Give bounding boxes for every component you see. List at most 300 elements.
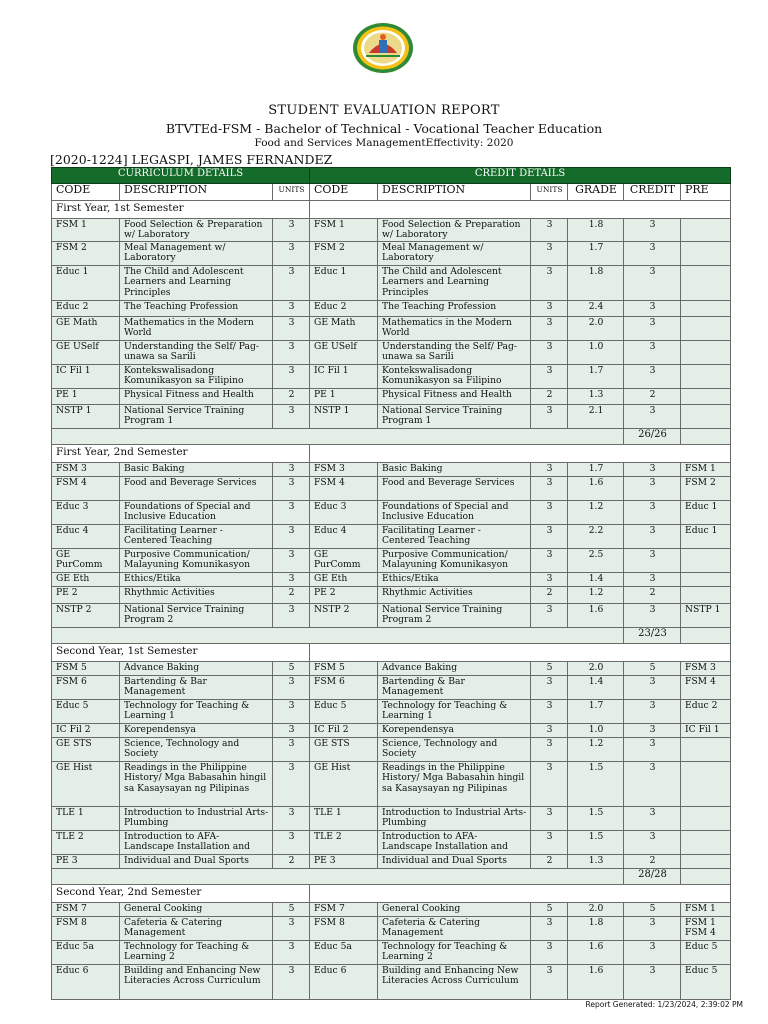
course-units: 3	[273, 700, 310, 724]
grade-value: 1.2	[568, 587, 624, 604]
grade-value: 2.1	[568, 405, 624, 429]
col-units: UNITS	[273, 184, 310, 201]
course-units: 5	[273, 903, 310, 917]
semester-spacer	[310, 201, 731, 219]
credit-code: PE 2	[310, 587, 378, 604]
prerequisite: NSTP 1	[681, 604, 731, 628]
credit-description: Advance Baking	[378, 662, 531, 676]
course-units: 3	[273, 365, 310, 389]
course-row	[52, 301, 731, 317]
credit-code: Educ 2	[310, 301, 378, 317]
course-description: Readings in the Philippine History/ Mga Babasahin hingil sa Kasaysayan ng Pilipinas	[120, 762, 273, 807]
credit-description: Food Selection & Preparation w/ Laboratory	[378, 219, 531, 242]
course-description: Basic Baking	[120, 463, 273, 477]
course-row	[52, 676, 731, 700]
semester-title: Second Year, 1st Semester	[52, 644, 310, 662]
semester-total-row	[52, 869, 731, 885]
course-units: 3	[273, 724, 310, 738]
credit-code: IC Fil 2	[310, 724, 378, 738]
credit-code: PE 1	[310, 389, 378, 405]
course-code: IC Fil 2	[52, 724, 120, 738]
credit-code: PE 3	[310, 855, 378, 869]
course-description: Facilitating Learner - Centered Teaching	[120, 525, 273, 549]
credit-units: 3	[531, 676, 568, 700]
curriculum-details-header: CURRICULUM DETAILS	[52, 168, 310, 184]
course-row	[52, 724, 731, 738]
course-description: Bartending & Bar Management	[120, 676, 273, 700]
grade-value: 1.6	[568, 477, 624, 501]
course-row	[52, 389, 731, 405]
course-row	[52, 662, 731, 676]
total-spacer	[52, 429, 624, 445]
semester-total-row	[52, 429, 731, 445]
course-row	[52, 463, 731, 477]
credit-code: GE Math	[310, 317, 378, 341]
course-row	[52, 317, 731, 341]
course-units: 2	[273, 587, 310, 604]
credit-units: 3	[531, 341, 568, 365]
course-row	[52, 762, 731, 807]
prerequisite: Educ 2	[681, 700, 731, 724]
course-description: Foundations of Special and Inclusive Education	[120, 501, 273, 525]
credit-units: 3	[531, 917, 568, 941]
course-description: Introduction to AFA-Landscape Installation and	[120, 831, 273, 855]
credit-description: Individual and Dual Sports	[378, 855, 531, 869]
credit-code: NSTP 2	[310, 604, 378, 628]
evaluation-table	[51, 167, 731, 1000]
grade-value: 1.7	[568, 700, 624, 724]
credit-value: 3	[624, 219, 681, 242]
credit-description: Cafeteria & Catering Management	[378, 917, 531, 941]
total-pre-spacer	[681, 628, 731, 644]
credit-units: 3	[531, 738, 568, 762]
credit-description: Introduction to Industrial Arts-Plumbing	[378, 807, 531, 831]
course-row	[52, 903, 731, 917]
credit-description: Science, Technology and Society	[378, 738, 531, 762]
total-spacer	[52, 628, 624, 644]
course-code: PE 2	[52, 587, 120, 604]
course-code: GE PurComm	[52, 549, 120, 573]
prerequisite: FSM 4	[681, 676, 731, 700]
credit-units: 3	[531, 317, 568, 341]
credit-value: 3	[624, 676, 681, 700]
course-description: Mathematics in the Modern World	[120, 317, 273, 341]
course-description: National Service Training Program 2	[120, 604, 273, 628]
credit-code: IC Fil 1	[310, 365, 378, 389]
credit-value: 2	[624, 855, 681, 869]
grade-value: 2.4	[568, 301, 624, 317]
course-code: TLE 2	[52, 831, 120, 855]
grade-value: 2.5	[568, 549, 624, 573]
course-code: FSM 4	[52, 477, 120, 501]
university-seal-logo	[352, 22, 414, 74]
semester-total-row	[52, 628, 731, 644]
prerequisite	[681, 266, 731, 301]
credit-value: 3	[624, 831, 681, 855]
credit-description: Ethics/Etika	[378, 573, 531, 587]
course-units: 3	[273, 405, 310, 429]
semester-title: First Year, 1st Semester	[52, 201, 310, 219]
course-description: Purposive Communication/ Malayuning Komunikasyon	[120, 549, 273, 573]
course-description: Physical Fitness and Health	[120, 389, 273, 405]
course-description: Food and Beverage Services	[120, 477, 273, 501]
prerequisite	[681, 301, 731, 317]
course-code: Educ 5	[52, 700, 120, 724]
course-description: Technology for Teaching & Learning 1	[120, 700, 273, 724]
credit-units: 3	[531, 807, 568, 831]
grade-value: 1.3	[568, 389, 624, 405]
total-pre-spacer	[681, 429, 731, 445]
credit-code: FSM 2	[310, 242, 378, 266]
credit-description: Technology for Teaching & Learning 1	[378, 700, 531, 724]
semester-total-credits: 26/26	[624, 429, 681, 445]
credit-code: FSM 7	[310, 903, 378, 917]
credit-units: 3	[531, 301, 568, 317]
course-units: 3	[273, 573, 310, 587]
credit-description: The Teaching Profession	[378, 301, 531, 317]
prerequisite	[681, 587, 731, 604]
credit-value: 3	[624, 604, 681, 628]
credit-code: TLE 1	[310, 807, 378, 831]
prerequisite: Educ 1	[681, 525, 731, 549]
prerequisite: IC Fil 1	[681, 724, 731, 738]
credit-value: 3	[624, 724, 681, 738]
col-grade: GRADE	[568, 184, 624, 201]
course-description: General Cooking	[120, 903, 273, 917]
credit-value: 2	[624, 389, 681, 405]
credit-units: 3	[531, 477, 568, 501]
prerequisite	[681, 855, 731, 869]
course-units: 3	[273, 341, 310, 365]
grade-value: 1.0	[568, 341, 624, 365]
course-code: Educ 2	[52, 301, 120, 317]
credit-units: 3	[531, 405, 568, 429]
course-description: Ethics/Etika	[120, 573, 273, 587]
course-code: FSM 5	[52, 662, 120, 676]
credit-units: 3	[531, 525, 568, 549]
grade-value: 2.0	[568, 317, 624, 341]
grade-value: 2.0	[568, 903, 624, 917]
course-row	[52, 807, 731, 831]
course-units: 3	[273, 604, 310, 628]
credit-units: 3	[531, 463, 568, 477]
course-row	[52, 941, 731, 965]
course-units: 3	[273, 501, 310, 525]
total-spacer	[52, 869, 624, 885]
course-units: 3	[273, 525, 310, 549]
credit-value: 3	[624, 242, 681, 266]
prerequisite	[681, 762, 731, 807]
prerequisite	[681, 738, 731, 762]
credit-description: Food and Beverage Services	[378, 477, 531, 501]
course-code: NSTP 2	[52, 604, 120, 628]
credit-code: GE STS	[310, 738, 378, 762]
course-units: 3	[273, 831, 310, 855]
credit-code: Educ 6	[310, 965, 378, 1000]
prerequisite	[681, 573, 731, 587]
credit-description: Purposive Communication/ Malayuning Komunikasyon	[378, 549, 531, 573]
credit-code: FSM 3	[310, 463, 378, 477]
col-description: DESCRIPTION	[120, 184, 273, 201]
prerequisite: Educ 5	[681, 941, 731, 965]
course-row	[52, 917, 731, 941]
credit-value: 3	[624, 266, 681, 301]
course-row	[52, 477, 731, 501]
grade-value: 1.7	[568, 463, 624, 477]
credit-value: 3	[624, 501, 681, 525]
grade-value: 1.2	[568, 738, 624, 762]
course-units: 5	[273, 662, 310, 676]
col-pre: PRE	[681, 184, 731, 201]
course-description: Kontekswalisadong Komunikasyon sa Filipino	[120, 365, 273, 389]
grade-value: 1.6	[568, 965, 624, 1000]
credit-value: 3	[624, 477, 681, 501]
col-code: CODE	[52, 184, 120, 201]
prerequisite	[681, 242, 731, 266]
course-row	[52, 501, 731, 525]
course-row	[52, 266, 731, 301]
grade-value: 1.5	[568, 762, 624, 807]
course-row	[52, 341, 731, 365]
course-code: TLE 1	[52, 807, 120, 831]
credit-value: 3	[624, 525, 681, 549]
credit-value: 3	[624, 573, 681, 587]
grade-value: 1.0	[568, 724, 624, 738]
course-description: Building and Enhancing New Literacies Across Curriculum	[120, 965, 273, 1000]
course-code: GE Hist	[52, 762, 120, 807]
course-row	[52, 405, 731, 429]
course-description: Meal Management w/ Laboratory	[120, 242, 273, 266]
credit-description: Building and Enhancing New Literacies Across Curriculum	[378, 965, 531, 1000]
grade-value: 1.8	[568, 266, 624, 301]
course-units: 3	[273, 941, 310, 965]
credit-code: NSTP 1	[310, 405, 378, 429]
credit-units: 3	[531, 700, 568, 724]
course-code: Educ 5a	[52, 941, 120, 965]
credit-units: 2	[531, 587, 568, 604]
credit-description: Facilitating Learner - Centered Teaching	[378, 525, 531, 549]
course-row	[52, 587, 731, 604]
course-description: Technology for Teaching & Learning 2	[120, 941, 273, 965]
course-description: Rhythmic Activities	[120, 587, 273, 604]
credit-value: 3	[624, 463, 681, 477]
credit-code: FSM 8	[310, 917, 378, 941]
credit-value: 3	[624, 301, 681, 317]
credit-value: 3	[624, 549, 681, 573]
course-units: 3	[273, 219, 310, 242]
semester-spacer	[310, 885, 731, 903]
course-units: 2	[273, 389, 310, 405]
credit-value: 5	[624, 903, 681, 917]
prerequisite: Educ 1	[681, 501, 731, 525]
total-pre-spacer	[681, 869, 731, 885]
col-credit-description: DESCRIPTION	[378, 184, 531, 201]
col-credit-units: UNITS	[531, 184, 568, 201]
course-units: 3	[273, 242, 310, 266]
grade-value: 2.0	[568, 662, 624, 676]
course-units: 3	[273, 317, 310, 341]
grade-value: 1.2	[568, 501, 624, 525]
course-row	[52, 855, 731, 869]
credit-units: 3	[531, 501, 568, 525]
credit-code: GE Eth	[310, 573, 378, 587]
course-description: Understanding the Self/ Pag-unawa sa Sarili	[120, 341, 273, 365]
course-description: Individual and Dual Sports	[120, 855, 273, 869]
credit-value: 2	[624, 587, 681, 604]
course-row	[52, 573, 731, 587]
course-row	[52, 700, 731, 724]
course-code: FSM 7	[52, 903, 120, 917]
credit-description: Meal Management w/ Laboratory	[378, 242, 531, 266]
credit-units: 3	[531, 266, 568, 301]
prerequisite	[681, 219, 731, 242]
grade-value: 1.7	[568, 242, 624, 266]
credit-code: FSM 1	[310, 219, 378, 242]
semester-title: Second Year, 2nd Semester	[52, 885, 310, 903]
course-row	[52, 365, 731, 389]
credit-code: Educ 5a	[310, 941, 378, 965]
course-code: IC Fil 1	[52, 365, 120, 389]
credit-description: National Service Training Program 1	[378, 405, 531, 429]
credit-description: General Cooking	[378, 903, 531, 917]
credit-units: 3	[531, 219, 568, 242]
course-row	[52, 738, 731, 762]
course-units: 3	[273, 807, 310, 831]
semester-title: First Year, 2nd Semester	[52, 445, 310, 463]
credit-value: 3	[624, 807, 681, 831]
prerequisite: FSM 1 FSM 4	[681, 917, 731, 941]
credit-description: Mathematics in the Modern World	[378, 317, 531, 341]
credit-description: Korependensya	[378, 724, 531, 738]
course-code: Educ 6	[52, 965, 120, 1000]
credit-units: 5	[531, 662, 568, 676]
credit-description: The Child and Adolescent Learners and Learning Principles	[378, 266, 531, 301]
course-units: 3	[273, 463, 310, 477]
credit-units: 3	[531, 604, 568, 628]
course-code: GE USelf	[52, 341, 120, 365]
credit-units: 3	[531, 941, 568, 965]
credit-description: Kontekswalisadong Komunikasyon sa Filipino	[378, 365, 531, 389]
prerequisite	[681, 341, 731, 365]
course-code: GE STS	[52, 738, 120, 762]
course-code: FSM 3	[52, 463, 120, 477]
semester-total-credits: 23/23	[624, 628, 681, 644]
credit-value: 5	[624, 662, 681, 676]
credit-units: 5	[531, 903, 568, 917]
grade-value: 1.4	[568, 676, 624, 700]
course-code: Educ 3	[52, 501, 120, 525]
credit-units: 3	[531, 762, 568, 807]
credit-units: 3	[531, 965, 568, 1000]
credit-code: Educ 5	[310, 700, 378, 724]
course-units: 3	[273, 762, 310, 807]
major-effectivity: Food and Services ManagementEffectivity: 2020	[254, 137, 514, 149]
report-title: STUDENT EVALUATION REPORT	[268, 103, 500, 118]
credit-description: Basic Baking	[378, 463, 531, 477]
credit-code: FSM 4	[310, 477, 378, 501]
credit-description: Introduction to AFA-Landscape Installation and	[378, 831, 531, 855]
credit-description: National Service Training Program 2	[378, 604, 531, 628]
course-row	[52, 549, 731, 573]
semester-spacer	[310, 445, 731, 463]
credit-description: Foundations of Special and Inclusive Education	[378, 501, 531, 525]
course-description: Science, Technology and Society	[120, 738, 273, 762]
credit-units: 3	[531, 549, 568, 573]
grade-value: 1.6	[568, 941, 624, 965]
credit-units: 3	[531, 573, 568, 587]
course-code: FSM 1	[52, 219, 120, 242]
course-code: FSM 2	[52, 242, 120, 266]
course-units: 3	[273, 477, 310, 501]
prerequisite: FSM 2	[681, 477, 731, 501]
col-credit-code: CODE	[310, 184, 378, 201]
course-code: FSM 6	[52, 676, 120, 700]
credit-code: Educ 3	[310, 501, 378, 525]
prerequisite	[681, 365, 731, 389]
course-units: 3	[273, 549, 310, 573]
credit-code: Educ 4	[310, 525, 378, 549]
prerequisite	[681, 807, 731, 831]
course-row	[52, 604, 731, 628]
credit-code: Educ 1	[310, 266, 378, 301]
grade-value: 1.5	[568, 831, 624, 855]
credit-value: 3	[624, 341, 681, 365]
credit-code: GE PurComm	[310, 549, 378, 573]
course-units: 3	[273, 965, 310, 1000]
course-units: 3	[273, 301, 310, 317]
course-row	[52, 242, 731, 266]
grade-value: 1.5	[568, 807, 624, 831]
credit-units: 3	[531, 242, 568, 266]
course-code: PE 1	[52, 389, 120, 405]
credit-value: 3	[624, 965, 681, 1000]
prerequisite: FSM 1	[681, 903, 731, 917]
credit-code: GE USelf	[310, 341, 378, 365]
student-id-name: [2020-1224] LEGASPI, JAMES FERNANDEZ	[50, 152, 333, 167]
course-code: Educ 1	[52, 266, 120, 301]
credit-value: 3	[624, 365, 681, 389]
prerequisite: FSM 1	[681, 463, 731, 477]
prerequisite	[681, 549, 731, 573]
credit-description: Technology for Teaching & Learning 2	[378, 941, 531, 965]
grade-value: 1.8	[568, 917, 624, 941]
credit-value: 3	[624, 917, 681, 941]
grade-value: 1.3	[568, 855, 624, 869]
credit-code: FSM 6	[310, 676, 378, 700]
credit-value: 3	[624, 405, 681, 429]
course-description: The Child and Adolescent Learners and Learning Principles	[120, 266, 273, 301]
prerequisite	[681, 389, 731, 405]
credit-description: Rhythmic Activities	[378, 587, 531, 604]
grade-value: 1.4	[568, 573, 624, 587]
grade-value: 1.6	[568, 604, 624, 628]
credit-units: 3	[531, 724, 568, 738]
credit-units: 2	[531, 855, 568, 869]
grade-value: 1.7	[568, 365, 624, 389]
col-credit: CREDIT	[624, 184, 681, 201]
prerequisite: FSM 3	[681, 662, 731, 676]
course-row	[52, 219, 731, 242]
credit-units: 3	[531, 365, 568, 389]
course-units: 3	[273, 676, 310, 700]
semester-total-credits: 28/28	[624, 869, 681, 885]
credit-description: Understanding the Self/ Pag-unawa sa Sarili	[378, 341, 531, 365]
semester-spacer	[310, 644, 731, 662]
prerequisite: Educ 5	[681, 965, 731, 1000]
credit-value: 3	[624, 941, 681, 965]
course-description: Advance Baking	[120, 662, 273, 676]
credit-code: TLE 2	[310, 831, 378, 855]
